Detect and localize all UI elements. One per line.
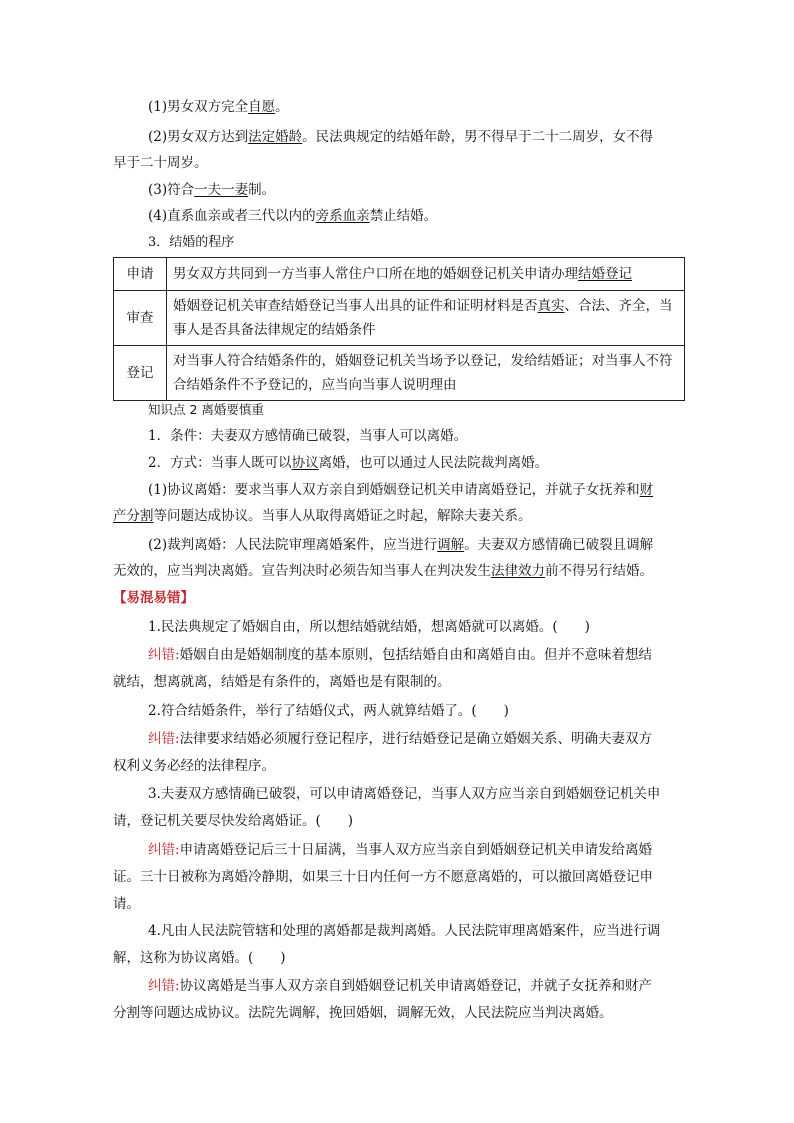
procedure-key: 登记 (114, 346, 167, 401)
table-row (114, 291, 685, 346)
mistake-3-answer-cont2: 请。 (113, 896, 140, 912)
procedure-desc: 对当事人符合结婚条件的，婚姻登记机关当场予以登记，发给结婚证；对当事人不符合结婚条件不予登记的，应当向当事人说明理由 (167, 346, 685, 401)
mistake-3-question: 3.夫妻双方感情确已破裂，可以申请离婚登记，当事人双方应当亲自到婚姻登记机关申 (148, 786, 661, 802)
table-row (114, 258, 685, 291)
k2-condition: 1．条件：夫妻双方感情确已破裂，当事人可以离婚。 (148, 428, 468, 444)
knowledge-point-2-title: 知识点 2 离婚要慎重 (148, 402, 264, 417)
mistake-2-question: 2.符合结婚条件，举行了结婚仪式，两人就算结婚了。( ) (148, 703, 509, 719)
marriage-procedure-table (113, 257, 685, 401)
mistake-4-question: 4.凡由人民法院管辖和处理的离婚都是裁判离婚。人民法院审理离婚案件，应当进行调 (148, 923, 661, 939)
k2-judicial-divorce-cont: 无效的，应当判决离婚。宣告判决时必须告知当事人在判决发生法律效力前不得另行结婚。 (113, 563, 653, 579)
procedure-title: 3．结婚的程序 (148, 235, 235, 250)
table-row (114, 346, 685, 401)
mistake-3-answer-cont: 证。三十日被称为离婚冷静期，如果三十日内任何一方不愿意离婚的，可以撤回离婚登记申 (113, 869, 653, 885)
procedure-desc: 婚姻登记机关审查结婚登记当事人出具的证件和证明材料是否真实、合法、齐全，当事人是否具备法律规定的结婚条件 (167, 291, 685, 346)
mistakes-title: 【易混易错】 (113, 590, 194, 606)
condition-2-cont: 早于二十周岁。 (113, 155, 208, 171)
mistake-4-question-cont: 解，这称为协议离婚。( ) (113, 950, 286, 966)
k2-agreement-divorce: (1)协议离婚：要求当事人双方亲自到婚姻登记机关申请离婚登记，并就子女抚养和财 (148, 482, 654, 498)
k2-method: 2．方式：当事人既可以协议离婚，也可以通过人民法院裁判离婚。 (148, 455, 549, 471)
condition-3: (3)符合一夫一妻制。 (148, 182, 276, 198)
mistake-3-question-cont: 请，登记机关要尽快发给离婚证。( ) (113, 813, 354, 829)
mistake-4-answer-cont: 分割等问题达成协议。法院先调解，挽回婚姻，调解无效，人民法院应当判决离婚。 (113, 1005, 613, 1021)
mistake-3-answer: 纠错:申请离婚登记后三十日届满，当事人双方应当亲自到婚姻登记机关申请发给离婚 (148, 842, 653, 858)
k2-judicial-divorce: (2)裁判离婚：人民法院审理离婚案件，应当进行调解。夫妻双方感情确已破裂且调解 (148, 537, 654, 553)
k2-agreement-divorce-cont: 产分割等问题达成协议。当事人从取得离婚证之时起，解除夫妻关系。 (113, 508, 532, 524)
mistake-1-answer-cont: 就结，想离就离，结婚是有条件的，离婚也是有限制的。 (113, 674, 451, 690)
mistake-1-answer: 纠错:婚姻自由是婚姻制度的基本原则，包括结婚自由和离婚自由。但并不意味着想结 (148, 647, 653, 663)
procedure-key: 申请 (114, 258, 167, 291)
procedure-key: 审查 (114, 291, 167, 346)
mistake-2-answer-cont: 权利义务必经的法律程序。 (113, 758, 275, 774)
mistake-1-question: 1.民法典规定了婚姻自由，所以想结婚就结婚，想离婚就可以离婚。( ) (148, 619, 590, 635)
mistake-4-answer: 纠错:协议离婚是当事人双方亲自到婚姻登记机关申请离婚登记，并就子女抚养和财产 (148, 978, 653, 994)
condition-1: (1)男女双方完全自愿。 (148, 99, 289, 115)
condition-4: (4)直系血亲或者三代以内的旁系血亲禁止结婚。 (148, 208, 438, 224)
mistake-2-answer: 纠错:法律要求结婚必须履行登记程序，进行结婚登记是确立婚姻关系、明确夫妻双方 (148, 731, 653, 747)
procedure-desc: 男女双方共同到一方当事人常住户口所在地的婚姻登记机关申请办理结婚登记 (167, 258, 685, 291)
condition-2: (2)男女双方达到法定婚龄。民法典规定的结婚年龄，男不得早于二十二周岁，女不得 (148, 129, 654, 145)
